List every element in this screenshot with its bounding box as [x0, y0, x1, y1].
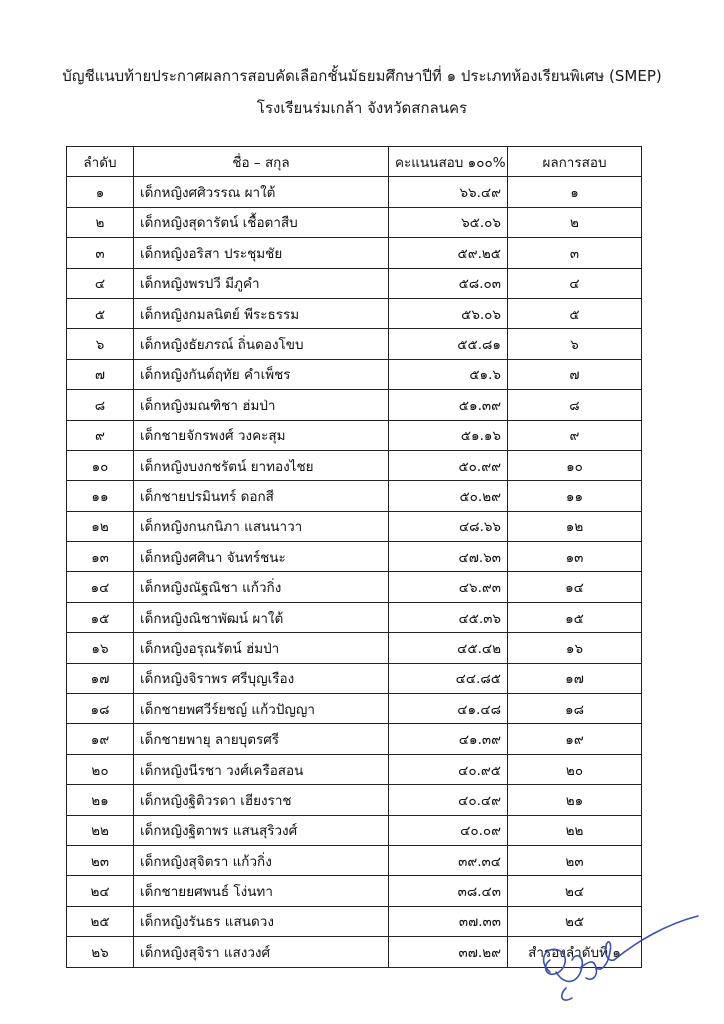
row-score: ๕๖.๐๖ [389, 298, 508, 328]
table-row [67, 754, 642, 784]
table-row [67, 177, 642, 207]
row-order: ๒๐ [67, 754, 134, 784]
row-score: ๔๗.๖๓ [389, 542, 508, 572]
table-row [67, 420, 642, 450]
row-score: ๔๐.๐๙ [389, 815, 508, 845]
table-row [67, 602, 642, 632]
row-score: ๓๗.๓๓ [389, 906, 508, 936]
row-order: ๑๔ [67, 572, 134, 602]
row-name: เด็กหญิงณิชาพัฒน์ ผาใต้ [134, 602, 389, 632]
row-name: เด็กหญิงสุดารัตน์ เชื้อตาสืบ [134, 207, 389, 237]
row-result: ๑๖ [508, 633, 642, 663]
row-name: เด็กชายปรมินทร์ ดอกสี [134, 481, 389, 511]
table-row [67, 694, 642, 724]
row-name: เด็กหญิงสุจิรา แสงวงศ์ [134, 937, 389, 967]
row-name: เด็กหญิงอริสา ประชุมชัย [134, 238, 389, 268]
row-result: ๗ [508, 359, 642, 389]
table-row [67, 724, 642, 754]
row-result: ๔ [508, 268, 642, 298]
table-row [67, 815, 642, 845]
row-score: ๔๕.๓๖ [389, 602, 508, 632]
row-order: ๑๐ [67, 450, 134, 480]
row-name: เด็กหญิงบงกชรัตน์ ยาทองไชย [134, 450, 389, 480]
row-name: เด็กหญิงฐิติวรดา เฮียงราช [134, 785, 389, 815]
table-header-row [67, 147, 642, 177]
row-result: ๑๗ [508, 663, 642, 693]
row-order: ๒๓ [67, 845, 134, 875]
row-score: ๔๐.๔๙ [389, 785, 508, 815]
row-score: ๕๐.๒๙ [389, 481, 508, 511]
row-order: ๒๑ [67, 785, 134, 815]
row-name: เด็กชายพายุ ลายบุตรศรี [134, 724, 389, 754]
row-score: ๔๔.๘๕ [389, 663, 508, 693]
row-name: เด็กหญิงสุจิตรา แก้วกิ่ง [134, 845, 389, 875]
row-name: เด็กหญิงอรุณรัตน์ ฮ่มป่า [134, 633, 389, 663]
signature-image [536, 902, 706, 1012]
row-order: ๒๖ [67, 937, 134, 967]
row-name: เด็กหญิงมณฑิชา ฮ่มป่า [134, 390, 389, 420]
header-name: ชื่อ – สกุล [134, 147, 389, 177]
row-order: ๑๗ [67, 663, 134, 693]
document-title: บัญชีแนบท้ายประกาศผลการสอบคัดเลือกชั้นมัธยมศึกษาปีที่ ๑ ประเภทห้องเรียนพิเศษ (SMEP) [62, 67, 662, 85]
row-order: ๒๔ [67, 876, 134, 906]
row-order: ๔ [67, 268, 134, 298]
row-score: ๔๑.๓๙ [389, 724, 508, 754]
row-order: ๑๖ [67, 633, 134, 663]
row-score: ๕๙.๒๕ [389, 238, 508, 268]
row-name: เด็กหญิงศศิวรรณ ผาใต้ [134, 177, 389, 207]
row-order: ๒๒ [67, 815, 134, 845]
results-table [66, 146, 642, 968]
row-result: ๑๔ [508, 572, 642, 602]
row-order: ๖ [67, 329, 134, 359]
school-name: โรงเรียนร่มเกล้า จังหวัดสกลนคร [256, 99, 468, 117]
row-score: ๔๕.๔๒ [389, 633, 508, 663]
row-score: ๕๑.๑๖ [389, 420, 508, 450]
row-score: ๖๕.๐๖ [389, 207, 508, 237]
row-result: ๒๕ [508, 906, 642, 936]
row-name: เด็กชายพศวีร์ยชญ์ แก้วปัญญา [134, 694, 389, 724]
table-body [67, 177, 642, 967]
table-row [67, 268, 642, 298]
table-row [67, 572, 642, 602]
row-name: เด็กหญิงศศินา จันทร์ชนะ [134, 542, 389, 572]
row-name: เด็กหญิงฐิตาพร แสนสุริวงศ์ [134, 815, 389, 845]
table-row [67, 845, 642, 875]
row-order: ๗ [67, 359, 134, 389]
row-order: ๑๒ [67, 511, 134, 541]
row-result: ๒๒ [508, 815, 642, 845]
row-result: ๓ [508, 238, 642, 268]
row-order: ๑๙ [67, 724, 134, 754]
row-score: ๔๑.๔๘ [389, 694, 508, 724]
row-score: ๓๗.๒๙ [389, 937, 508, 967]
table-row [67, 450, 642, 480]
row-name: เด็กหญิงนีรชา วงศ์เครือสอน [134, 754, 389, 784]
row-order: ๒๕ [67, 906, 134, 936]
row-score: ๕๘.๐๓ [389, 268, 508, 298]
row-order: ๓ [67, 238, 134, 268]
table-row [67, 298, 642, 328]
table-row [67, 481, 642, 511]
row-name: เด็กหญิงธัยภรณ์ ถิ่นดองโขบ [134, 329, 389, 359]
row-order: ๑๓ [67, 542, 134, 572]
table-row [67, 542, 642, 572]
table-row [67, 390, 642, 420]
table-row [67, 238, 642, 268]
row-result: ๘ [508, 390, 642, 420]
row-result: ๒๐ [508, 754, 642, 784]
row-result: ๖ [508, 329, 642, 359]
row-result: ๑๙ [508, 724, 642, 754]
row-result: ๒๔ [508, 876, 642, 906]
header-order: ลำดับ [67, 147, 134, 177]
row-result: ๒ [508, 207, 642, 237]
row-name: เด็กหญิงกนกนิภา แสนนาวา [134, 511, 389, 541]
row-order: ๘ [67, 390, 134, 420]
row-score: ๕๑.๓๙ [389, 390, 508, 420]
row-order: ๑ [67, 177, 134, 207]
row-name: เด็กชายจักรพงศ์ วงคะสุม [134, 420, 389, 450]
row-name: เด็กหญิงณัฐณิชา แก้วกิ่ง [134, 572, 389, 602]
row-order: ๒ [67, 207, 134, 237]
row-result: ๑๑ [508, 481, 642, 511]
table-row [67, 329, 642, 359]
row-name: เด็กหญิงพรปวี มีภูคำ [134, 268, 389, 298]
row-name: เด็กหญิงกันต์ฤทัย คำเพ็ชร [134, 359, 389, 389]
row-name: เด็กชายยศพนธ์ โง่นทา [134, 876, 389, 906]
row-score: ๔๐.๙๕ [389, 754, 508, 784]
table-row [67, 207, 642, 237]
row-order: ๙ [67, 420, 134, 450]
table-row [67, 511, 642, 541]
row-score: ๓๘.๔๓ [389, 876, 508, 906]
row-result: ๕ [508, 298, 642, 328]
row-order: ๑๘ [67, 694, 134, 724]
row-result: ๑๐ [508, 450, 642, 480]
row-order: ๑๑ [67, 481, 134, 511]
row-name: เด็กหญิงกมลนิตย์ พีระธรรม [134, 298, 389, 328]
row-score: ๕๑.๖ [389, 359, 508, 389]
row-result: ๙ [508, 420, 642, 450]
row-result: ๒๑ [508, 785, 642, 815]
row-score: ๓๙.๓๔ [389, 845, 508, 875]
table-row [67, 663, 642, 693]
row-order: ๕ [67, 298, 134, 328]
row-result: ๑๒ [508, 511, 642, 541]
row-score: ๖๖.๔๙ [389, 177, 508, 207]
table-row [67, 359, 642, 389]
header-result: ผลการสอบ [508, 147, 642, 177]
row-result: ๑๓ [508, 542, 642, 572]
row-name: เด็กหญิงรันธร แสนดวง [134, 906, 389, 936]
row-order: ๑๕ [67, 602, 134, 632]
row-score: ๔๘.๖๖ [389, 511, 508, 541]
row-result: ๑๕ [508, 602, 642, 632]
row-result: ๑ [508, 177, 642, 207]
row-result: สำรองลำดับที่ ๑ [508, 937, 642, 967]
row-result: ๒๓ [508, 845, 642, 875]
row-result: ๑๘ [508, 694, 642, 724]
row-name: เด็กหญิงจิราพร ศรีบุญเรือง [134, 663, 389, 693]
table-row [67, 785, 642, 815]
row-score: ๕๕.๘๑ [389, 329, 508, 359]
header-score: คะแนนสอบ ๑๐๐% [389, 147, 508, 177]
row-score: ๕๐.๙๙ [389, 450, 508, 480]
row-score: ๔๖.๙๓ [389, 572, 508, 602]
table-row [67, 633, 642, 663]
